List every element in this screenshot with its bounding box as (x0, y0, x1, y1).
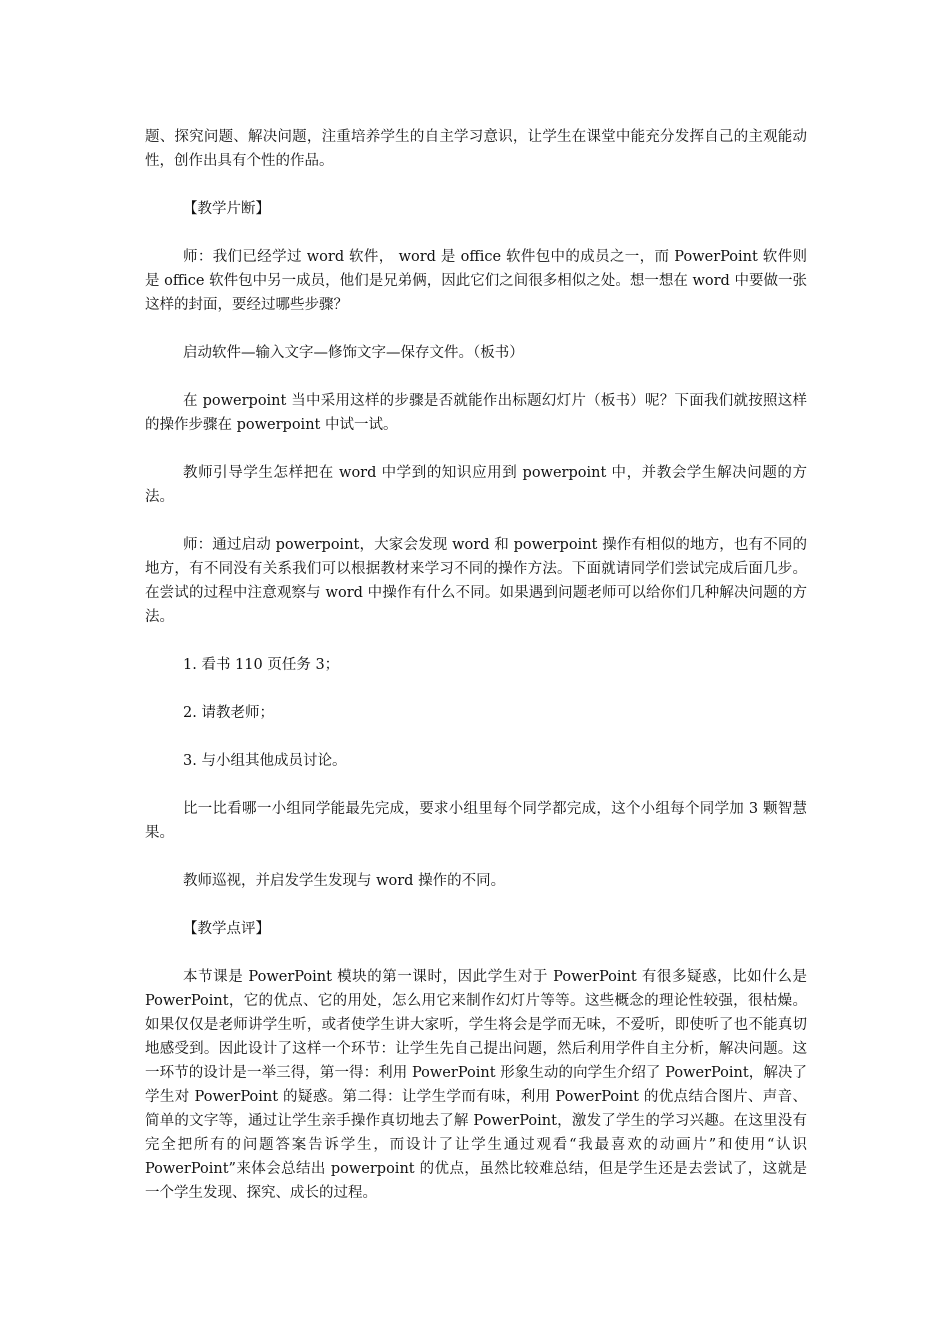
paragraph-competition: 比一比看哪一小组同学能最先完成，要求小组里每个同学都完成，这个小组每个同学加 3 颗智慧果。 (145, 801, 807, 841)
paragraph-teacher-patrol: 教师巡视，并启发学生发现与 word 操作的不同。 (183, 873, 506, 889)
paragraph-steps: 启动软件—输入文字—修饰文字—保存文件。（板书） (183, 345, 524, 361)
paragraph-review: 本节课是 PowerPoint 模块的第一课时，因此学生对于 PowerPoint 有很多疑惑，比如什么是 PowerPoint，它的优点、它的用处，怎么用它来制作幻灯片等等。这些概念的理论性较强，很枯燥。如果仅仅是老师讲学生听，或者使学生讲大家听，学生将会是学而无味，不爱听，即使听了也不能真切地感受到。因此设计了这样一个环节：让学生先自己提出问题，然后利用学件自主分析，解决问题。这一环节的设计是一举三得，第一得：利用 PowerPoint 形象生动的向学生介绍了 PowerPoint，解决了学生对 PowerPoint 的疑惑。第二得：让学生学而有味，利用 PowerPoint 的优点结合图片、声音、简单的文字等，通过让学生亲手操作真切地去了解 PowerPoint，激发了学生的学习兴趣。在这里没有完全把所有的问题答案告诉学生，而设计了让学生通过观看“我最喜欢的动画片”和使用“认识 PowerPoint”来体会总结出 powerpoint 的优点，虽然比较难总结，但是学生还是去尝试了，这就是一个学生发现、探究、成长的过程。 (145, 969, 807, 1201)
paragraph-intro-continued: 题、探究问题、解决问题，注重培养学生的自主学习意识，让学生在课堂中能充分发挥自己的主观能动性，创作出具有个性的作品。 (145, 129, 807, 169)
document-body (145, 125, 807, 1229)
paragraph-teacher-explain: 师：通过启动 powerpoint，大家会发现 word 和 powerpoint 操作有相似的地方，也有不同的地方，有不同没有关系我们可以根据教材来学习不同的操作方法。下面就请同学们尝试完成后面几步。在尝试的过程中注意观察与 word 中操作有什么不同。如果遇到问题老师可以给你们几种解决问题的方法。 (145, 537, 807, 625)
list-item-1: 1. 看书 110 页任务 3； (183, 657, 340, 673)
paragraph-powerpoint-try: 在 powerpoint 当中采用这样的步骤是否就能作出标题幻灯片（板书）呢？下面我们就按照这样的操作步骤在 powerpoint 中试一试。 (145, 393, 807, 433)
section-heading-teaching-excerpt: 【教学片断】 (183, 201, 270, 217)
section-heading-teaching-review: 【教学点评】 (183, 921, 270, 937)
paragraph-teacher-question: 师：我们已经学过 word 软件， word 是 office 软件包中的成员之一，而 PowerPoint 软件则是 office 软件包中另一成员，他们是兄弟俩，因此它们之间很多相似之处。想一想在 word 中要做一张这样的封面，要经过哪些步骤？ (145, 249, 807, 313)
list-item-3: 3. 与小组其他成员讨论。 (183, 753, 347, 769)
list-item-2: 2. 请教老师； (183, 705, 274, 721)
paragraph-teacher-guide: 教师引导学生怎样把在 word 中学到的知识应用到 powerpoint 中，并教会学生解决问题的方法。 (145, 465, 807, 505)
